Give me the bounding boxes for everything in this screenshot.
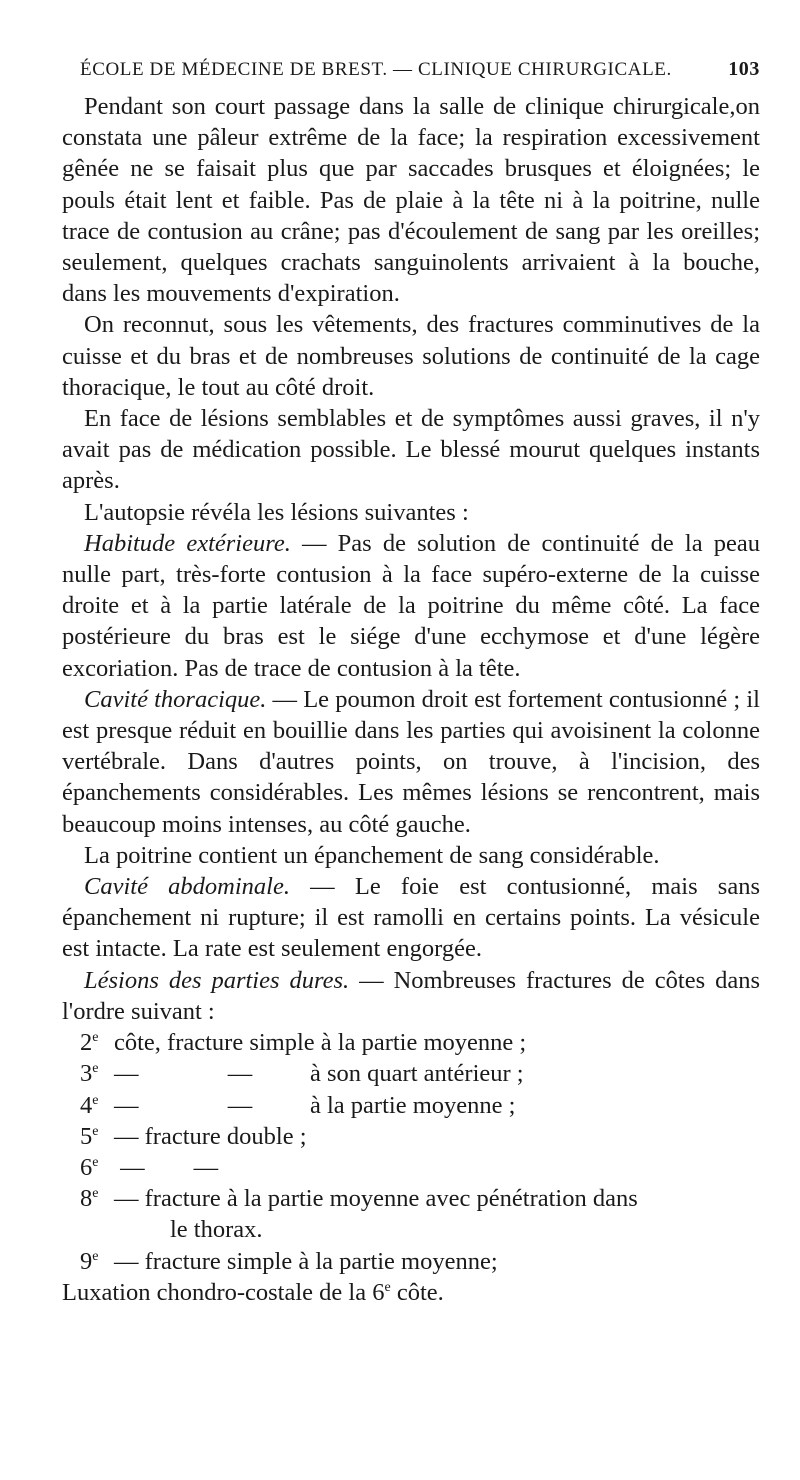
rib-fracture-list <box>80 1027 760 1277</box>
paragraph-thoracic-cavity <box>62 684 760 840</box>
running-header <box>62 58 760 81</box>
header-title: ÉCOLE DE MÉDECINE DE BREST. — CLINIQUE CHIRURGICALE. <box>80 59 672 80</box>
ditto-dash: — <box>114 1091 139 1119</box>
list-item <box>80 1152 760 1183</box>
paragraph-chest-effusion: La poitrine contient un épanchement de sang considérable. <box>84 841 660 869</box>
list-item <box>80 1027 760 1058</box>
list-item <box>80 1090 760 1121</box>
rib-number: 8e <box>80 1185 99 1213</box>
fracture-description: — fracture simple à la partie moyenne; <box>114 1247 498 1275</box>
fracture-description: — — <box>114 1153 219 1181</box>
list-item <box>80 1058 760 1089</box>
fracture-description: à la partie moyenne ; <box>310 1091 516 1119</box>
paragraph-clinical-observation: Pendant son court passage dans la salle de clinique chirurgicale,on constata une pâleur extrême de la face; la respiration excessivement gênée ne se faisait plus que par saccades brusques et éloignées; le pouls était lent et faible. Pas de plaie à la tête ni à la poitrine, nulle trace de contusion au crâne; pas d'écoulement de sang par les oreilles; seulement, quelques crachats sanguinolents arrivaient à la bouche, dans les mouvements d'expiration. <box>62 93 760 308</box>
fracture-description: — fracture à la partie moyenne avec pénétration dans <box>114 1185 638 1213</box>
fracture-description: — fracture double ; <box>114 1122 307 1150</box>
section-body-hard-parts: — Nombreuses fractures de côtes dans l'ordre suivant : <box>62 966 760 1025</box>
rib-number: 4e <box>80 1091 99 1119</box>
section-heading-abdominal: Cavité abdominale. <box>84 873 290 901</box>
page-number: 103 <box>728 58 760 80</box>
list-item <box>80 1183 760 1214</box>
rib-number: 6e <box>80 1153 99 1181</box>
fracture-description: à son quart antérieur ; <box>310 1060 524 1088</box>
rib-number: 3e <box>80 1060 99 1088</box>
list-item <box>80 1214 760 1245</box>
rib-number: 2e <box>80 1029 99 1057</box>
section-heading-thoracic: Cavité thoracique. <box>84 685 267 713</box>
list-item <box>80 1121 760 1152</box>
section-body-abdominal: — Le foie est contusionné, mais sans épanchement ni rupture; il est ramolli en certains points. La vésicule est intacte. La rate est seulement engorgée. <box>62 873 760 963</box>
list-item <box>80 1246 760 1277</box>
ditto-dash: — <box>227 1060 253 1088</box>
paragraph-luxation: Luxation chondro-costale de la 6e côte. <box>62 1278 444 1306</box>
section-heading-hard-parts: Lésions des parties dures. <box>84 966 350 994</box>
section-body-external: — Pas de solution de continuité de la peau nulle part, très-forte contusion à la face supéro-externe de la cuisse droite et à la partie latérale de la poitrine du même côté. La face postérieure du bras est le siége d'une ecchymose et d'une légère excoriation. Pas de trace de contusion à la tête. <box>62 529 760 682</box>
section-body-thoracic: — Le poumon droit est fortement contusionné ; il est presque réduit en bouillie dans les parties qui avoisinent la colonne vertébrale. Dans d'autres points, on trouve, à l'incision, des épanchements considérables. Les mêmes lésions se rencontrent, mais beaucoup moins intenses, au côté gauche. <box>62 685 760 838</box>
paragraph-external-habitus <box>62 528 760 684</box>
paragraph-autopsy-intro: L'autopsie révéla les lésions suivantes : <box>84 498 469 526</box>
paragraph-hard-parts <box>62 965 760 1027</box>
paragraph-abdominal-cavity <box>62 871 760 965</box>
fracture-description: côte, fracture simple à la partie moyenne ; <box>114 1029 527 1057</box>
section-heading-external: Habitude extérieure. <box>84 529 291 557</box>
paragraph-death: En face de lésions semblables et de symptômes aussi graves, il n'y avait pas de médication possible. Le blessé mourut quelques instants après. <box>62 405 760 495</box>
fracture-description-continued: le thorax. <box>170 1216 263 1244</box>
paragraph-fractures-found: On reconnut, sous les vêtements, des fractures comminutives de la cuisse et du bras et de nombreuses solutions de continuité de la cage thoracique, le tout au côté droit. <box>62 311 760 401</box>
ditto-dash: — <box>114 1060 139 1088</box>
ditto-dash: — <box>227 1091 253 1119</box>
rib-number: 9e <box>80 1247 99 1275</box>
rib-number: 5e <box>80 1122 99 1150</box>
